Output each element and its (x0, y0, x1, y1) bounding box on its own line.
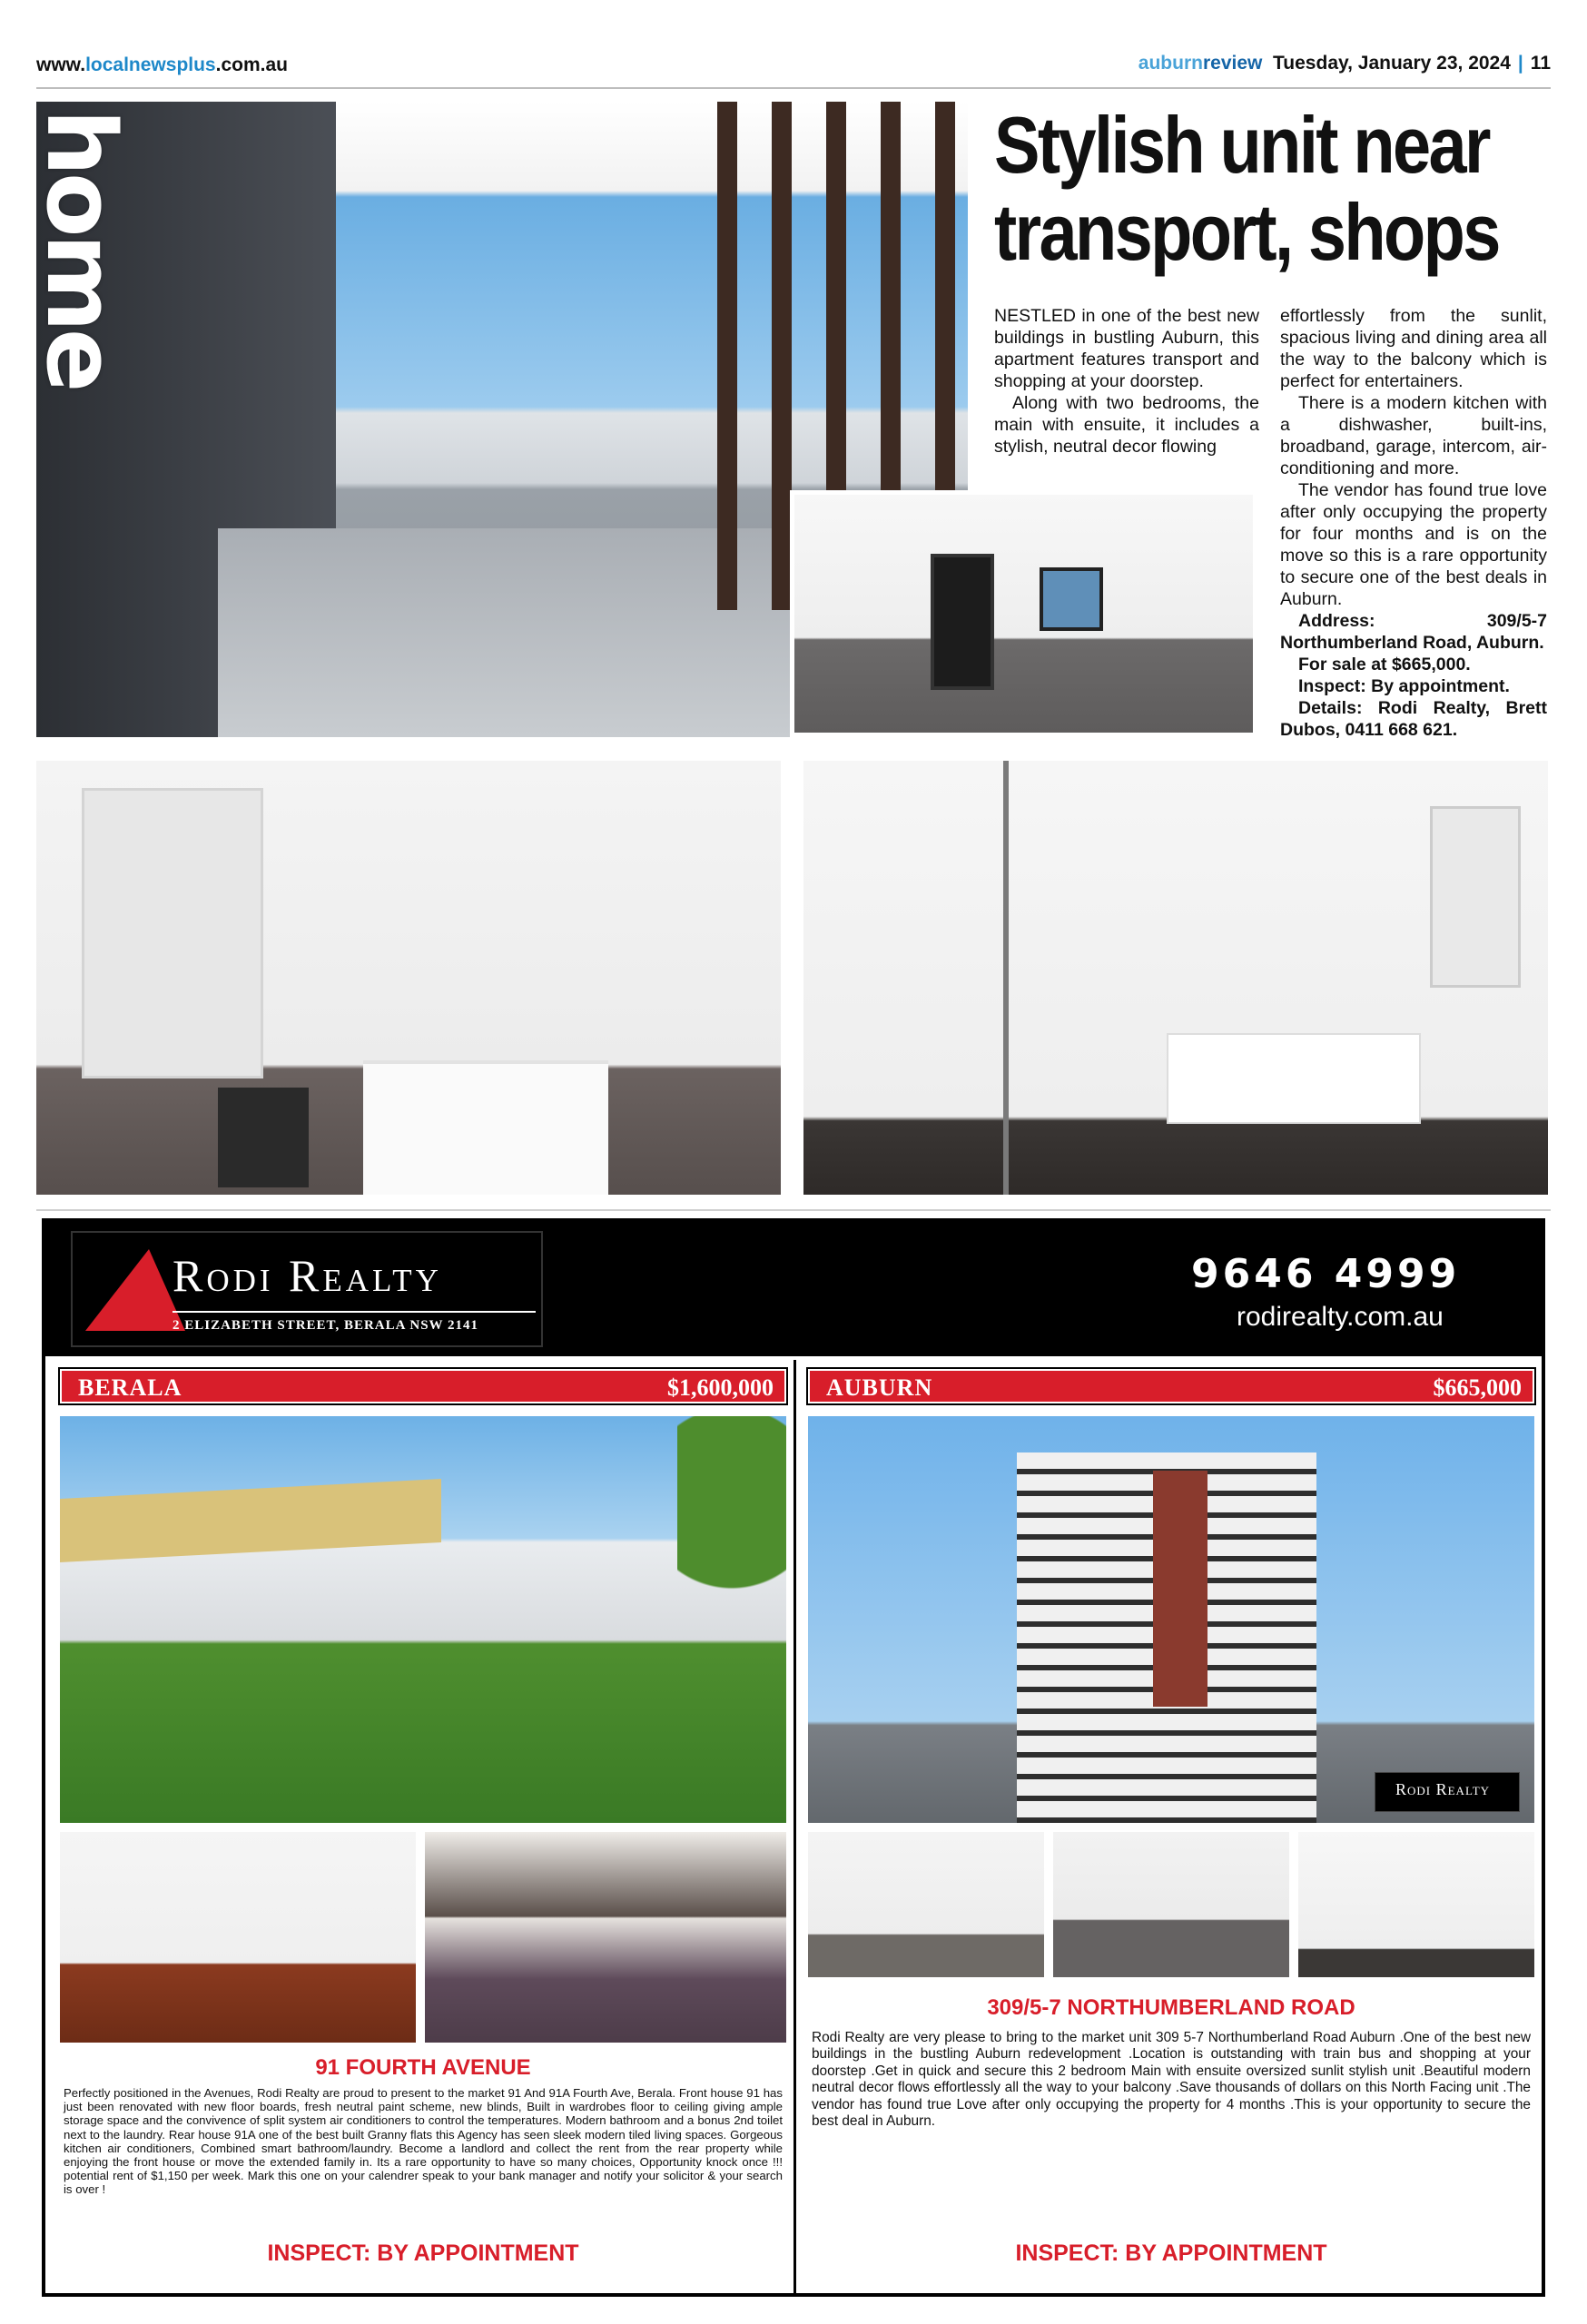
article-paragraph: The vendor has found true love after only occupying the property for four months and is on the move so this is a rare opportunity to secure one of the best deals in Auburn. (1280, 480, 1547, 609)
unit-bathroom-photo (1298, 1832, 1534, 1977)
bedroom-door (931, 554, 994, 690)
agency-badge-label: Rodi Realty (1395, 1780, 1491, 1798)
building-feature (1153, 1471, 1208, 1707)
agency-logo (71, 1231, 543, 1347)
bedroom-window (1040, 567, 1103, 631)
section-divider (36, 1209, 1551, 1211)
section-tag-label: home (25, 109, 136, 389)
article-paragraph: NESTLED in one of the best new buildings in bustling Auburn, this apartment features transport and shopping at your doorstep. (994, 306, 1259, 391)
header-separator: | (1517, 53, 1523, 74)
agency-name: Rodi Realty (172, 1250, 442, 1301)
kitchen-island (363, 1060, 608, 1195)
issue-date: Tuesday, January 23, 2024 (1273, 53, 1511, 74)
unit-kitchen-photo (808, 1832, 1044, 1977)
agency-badge (1375, 1772, 1520, 1812)
article-headline (994, 100, 1499, 277)
living-room-photo (60, 1832, 416, 2043)
article-column-2 (1280, 305, 1547, 741)
headline-line1: Stylish unit near (994, 100, 1489, 190)
bathroom-photo (803, 761, 1548, 1195)
article-address: Address: 309/5-7 Northumberland Road, Auburn. (1280, 611, 1547, 653)
house-exterior-photo (60, 1416, 786, 1823)
listing-description: Rodi Realty are very please to bring to the market unit 309 5-7 Northumberland Road Auburn .One of the best new buildings in the bustling Auburn redevelopment .Location is outstanding with train bus and shopping at your doorstep .Get in quick and secure this 2 bedroom Main with ensuite oversized sunlit stylish unit .Beautiful modern neutral decor flows effortlessly all the way to your balcony .Save thousands of dollars on this North Facing unit .The vendor has found true Love after only occupying the property for 4 months .This is your opportunity to secure the best deal in Auburn. (812, 2030, 1531, 2130)
headline-line2: transport, shops (994, 187, 1499, 277)
listing-price: $1,600,000 (667, 1374, 774, 1401)
masthead (1138, 53, 1551, 74)
advert-banner (45, 1222, 1542, 1356)
real-estate-advert (42, 1218, 1545, 2297)
url-highlight: localnewsplus (85, 54, 216, 75)
article-paragraph: Along with two bedrooms, the main with ensuite, it includes a stylish, neutral decor flowing (994, 393, 1259, 457)
url-suffix: .com.au (215, 54, 288, 75)
logo-roof-icon (85, 1249, 185, 1331)
logo-rule (172, 1311, 536, 1313)
site-url[interactable] (36, 54, 288, 76)
apartment-building-photo (808, 1416, 1534, 1823)
kitchen-cabinets (82, 788, 263, 1078)
shower-screen (1003, 761, 1009, 1195)
article-paragraph: There is a modern kitchen with a dishwasher, built-ins, broadband, garage, intercom, air-conditioning and more. (1280, 393, 1547, 478)
unit-bedroom-photo (1053, 1832, 1289, 1977)
listing-inspect: INSPECT: BY APPOINTMENT (1015, 2240, 1327, 2266)
article-inspect: Inspect: By appointment. (1298, 676, 1510, 696)
kitchen-photo (36, 761, 781, 1195)
carport-roof (60, 1479, 441, 1562)
article-price: For sale at $665,000. (1298, 655, 1471, 675)
article-details: Details: Rodi Realty, Brett Dubos, 0411 668 621. (1280, 698, 1547, 740)
agency-website[interactable]: rodirealty.com.au (1237, 1302, 1444, 1332)
header-rule (36, 87, 1551, 89)
section-tag (25, 109, 145, 399)
granny-flat-kitchen-photo (425, 1832, 786, 2043)
url-prefix: www. (36, 54, 86, 75)
listing-bar (808, 1369, 1534, 1403)
bedroom-photo (790, 490, 1257, 737)
listing-divider (794, 1360, 796, 2295)
bathroom-mirror (1430, 806, 1521, 988)
page-number: 11 (1530, 53, 1551, 74)
listing-suburb: BERALA (78, 1374, 182, 1401)
masthead-part1: auburn (1138, 53, 1203, 74)
tree (677, 1416, 786, 1689)
agency-address: 2 ELIZABETH STREET, BERALA NSW 2141 (172, 1318, 479, 1333)
listing-title: 91 FOURTH AVENUE (315, 2055, 531, 2080)
article-paragraph: effortlessly from the sunlit, spacious living and dining area all the way to the balcony which is perfect for entertainers. (1280, 306, 1547, 391)
listing-price: $665,000 (1433, 1374, 1522, 1401)
masthead-part2: review (1202, 53, 1263, 74)
kitchen-oven (218, 1088, 309, 1187)
listing-inspect: INSPECT: BY APPOINTMENT (267, 2240, 579, 2266)
bathtub (1167, 1033, 1421, 1124)
listing-bar (60, 1369, 786, 1403)
article-column-1 (994, 305, 1259, 458)
listing-title: 309/5-7 NORTHUMBERLAND ROAD (987, 1995, 1355, 2020)
agency-phone[interactable]: 9646 4999 (1191, 1251, 1461, 1297)
listing-suburb: AUBURN (826, 1374, 933, 1401)
listing-description: Perfectly positioned in the Avenues, Rodi Realty are proud to present to the market 91 And 91A Fourth Ave, Berala. Front house 91 has just been renovated with new floor boards, fresh neutral paint scheme, new blinds, Built in wardrobes floor to ceiling giving ample storage space and the convivence of split system air conditioners to control the temperatures. Modern bathroom and a bonus 2nd toilet next to the laundry. Rear house 91A one of the best built Granny flats this Agency has seen sleek modern tiled living spaces. Gorgeous kitchen air conditioners, Combined smart bathroom/laundry. Become a landlord and collect the rent from the rear property while enjoying the front house or move the extended family in. Its a rare opportunity to have so many choices, Opportunity knock once !!! potential rent of $1,150 per week. Mark this one on your calendrer speak to your bank manager and notify your solicitor & your search is over ! (64, 2086, 783, 2197)
